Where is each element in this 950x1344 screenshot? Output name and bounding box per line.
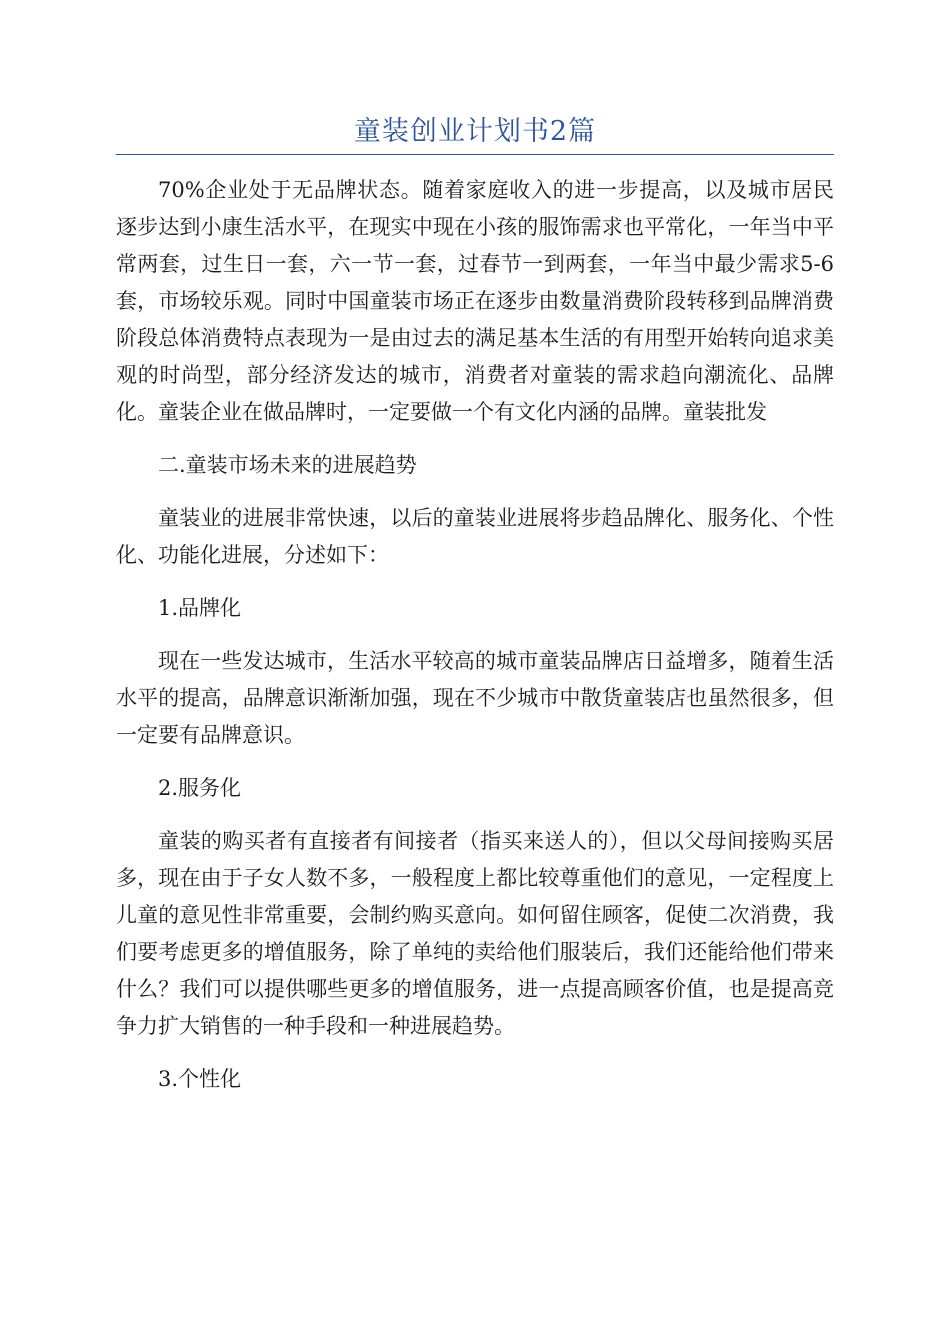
paragraph-trends-intro: 童装业的进展非常快速，以后的童装业进展将步趋品牌化、服务化、个性化、功能化进展，分述如下： [116,506,834,567]
paragraph-service: 童装的购买者有直接者有间接者（指买来送人的），但以父母间接购买居多，现在由于子女人数不多，一般程度上都比较尊重他们的意见，一定程度上儿童的意见性非常重要，会制约购买意向。如何留住顾客，促使二次消费，我们要考虑更多的增值服务，除了单纯的卖给他们服装后，我们还能给他们带来什么？我们可以提供哪些更多的增值服务，进一点提高顾客价值，也是提高竞争力扩大销售的一种手段和一种进展趋势。 [116,829,834,1038]
document-body [116,172,834,1114]
document-title: 童装创业计划书2篇 [353,116,597,147]
subheading-service: 2.服务化 [158,776,242,800]
title-underline [116,154,834,155]
subheading-branding: 1.品牌化 [158,596,242,620]
paragraph-market-overview: 70%企业处于无品牌状态。随着家庭收入的进一步提高，以及城市居民逐步达到小康生活水平，在现实中现在小孩的服饰需求也平常化，一年当中平常两套，过生日一套，六一节一套，过春节一到两套，一年当中最少需求5-6套，市场较乐观。同时中国童装市场正在逐步由数量消费阶段转移到品牌消费阶段总体消费特点表现为一是由过去的满足基本生活的有用型开始转向追求美观的时尚型，部分经济发达的城市，消费者对童装的需求趋向潮流化、品牌化。童装企业在做品牌时，一定要做一个有文化内涵的品牌。童装批发 [116,178,834,424]
subheading-personalization: 3.个性化 [158,1067,242,1091]
section-heading-trends: 二.童装市场未来的进展趋势 [158,453,417,477]
paragraph-branding: 现在一些发达城市，生活水平较高的城市童装品牌店日益增多，随着生活水平的提高，品牌意识渐渐加强，现在不少城市中散货童装店也虽然很多，但一定要有品牌意识。 [116,649,834,747]
